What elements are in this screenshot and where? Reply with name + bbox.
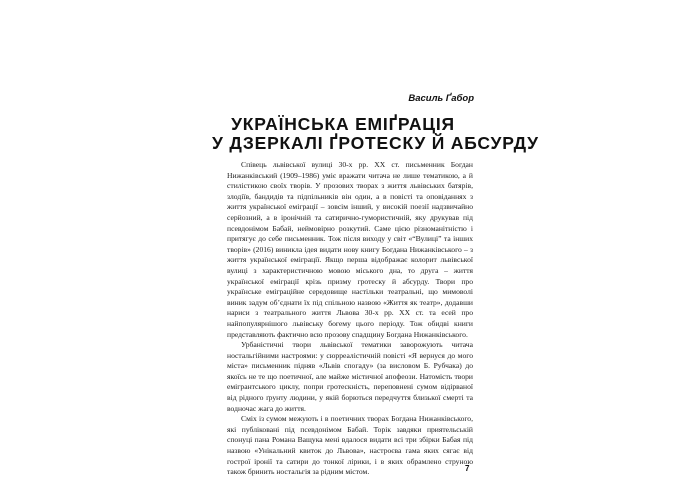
chapter-title <box>212 114 539 153</box>
title-line: У ДЗЕРКАЛІ ҐРОТЕСКУ Й АБСУРДУ <box>212 133 539 153</box>
paragraph: Сміх із сумом межують і в поетичних творах Богдана Нижанківського, які публіковані під псевдонімом Бабай. Торік завдяки приятельській спонуці пана Романа Ващука мені вдалося видати всі три збірки Бабая під назвою «Унікальний квиток до Львова», настроєва гама яких сягає від гострої іронії та сатири до тонкої лірики, і в яких обрамлено струною також бринить ностальгія за рідним містом. <box>227 414 473 477</box>
paragraph: Урбаністичні твори львівської тематики заворожують читача ностальгійними настроями: у сюрреалістичній повісті «Я вернуся до мого міста» письменник підняв «Львів спогаду» (за висловом Б. Рубчака) до якоїсь не те що поетичної, але майже містичної апофеози. Натомість твори емігрантського циклу, попри гротескність, переповнені сумом відірваної від рідного ґрунту людини, у якій борються передчуття близької смерті та водночас жага до життя. <box>227 340 473 413</box>
author-name: Василь Ґабор <box>408 93 474 104</box>
page-number: 7 <box>465 464 470 473</box>
paragraph: Співець львівської вулиці 30-х рр. ХХ ст. письменник Богдан Нижанківський (1909–1986) уміє вражати читача не лише тематикою, а й стилістикою своїх творів. У прозових творах з життя львівських батярів, злодіїв, бандидів та підпільників він один, а в повісті та оповіданнях з життя української еміграції – зовсім інший, у високій поезії надзвичайно серйозний, а в іронічній та сатирично-гумористичній, яку друкував під псевдонімом Бабай, неймовірно розкутий. Саме цією різноманітністю і притягує до себе письменник. Тож після виходу у світ «“Вулиці” та інших творів» (2016) виникла ідея видати нову книгу Богдана Нижанківського – з життя української еміграції. Якщо перша відображає колорит львівської вулиці з характеристичною мовою міського дна, то друга – життя української еміграції крізь призму гротеску й абсурду. Твори про українське еміграційне середовище настільки театральні, що мимоволі виник задум об’єднати їх під спільною назвою «Життя як театр», додавши нариси з театрального життя Львова 30-х рр. ХХ ст. та есей про найпопулярнішого львівську богему цього періоду. Тож обидві книги представляють фактично всю прозову спадщину Богдана Нижанківського. <box>227 160 473 339</box>
body-text <box>227 160 473 478</box>
title-line: УКРАЇНСЬКА ЕМІҐРАЦІЯ <box>231 114 455 134</box>
